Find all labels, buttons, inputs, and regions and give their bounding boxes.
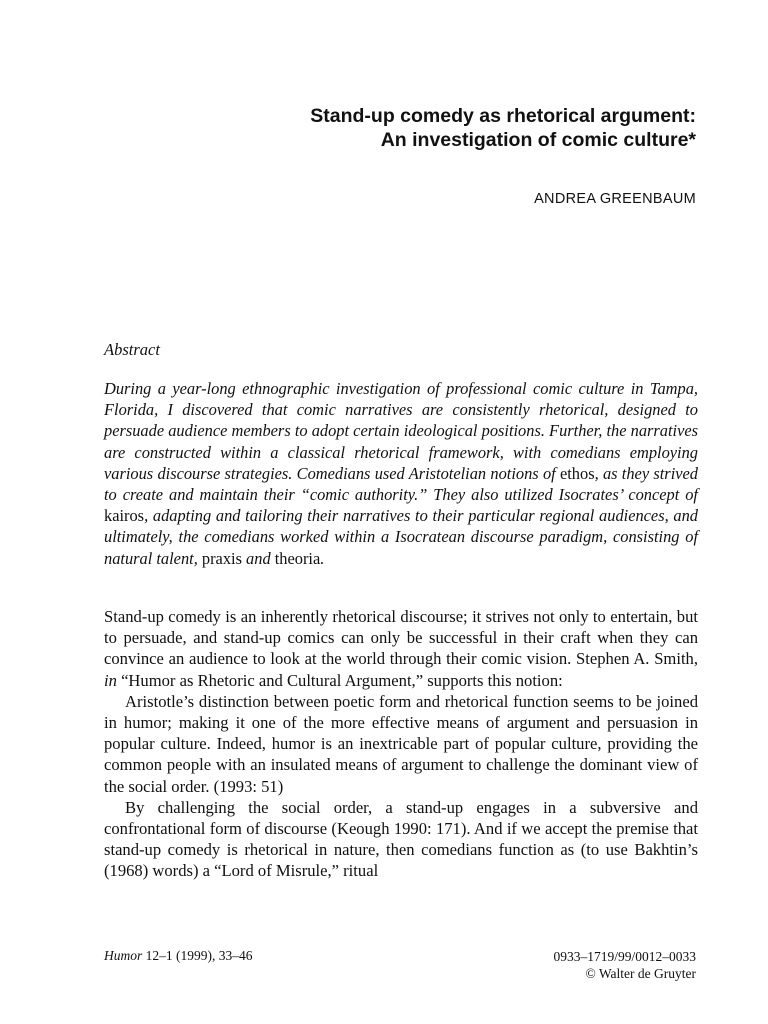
issn-code: 0933–1719/99/0012–0033 — [553, 949, 696, 964]
article-title — [136, 104, 696, 152]
body-paragraph-1-in: in — [104, 670, 117, 690]
abstract-part-1: During a year-long ethnographic investigation of professional comic culture in Tampa, Florida, I discovered that comic narratives are consistently rhetorical, designed to persuade audience members to adopt certain ideological positions. Further, the narratives are constructed within a classical rhetorical framework, with comedians employing various discourse strategies. Comedians used Aristotelian notions of — [104, 379, 698, 483]
abstract-part-5: . — [320, 548, 325, 568]
abstract-part-4: and — [241, 548, 275, 568]
journal-volume: 12–1 (1999), 33–46 — [142, 948, 253, 963]
body-text — [104, 606, 698, 882]
abstract-term-praxis: praxis — [201, 548, 242, 568]
body-paragraph-1-a: Stand-up comedy is an inherently rhetorical discourse; it strives not only to entertain, but to persuade, and stand-up comics can only be successful in their craft when they can convince an audience to look at the world through their comic vision. Stephen A. Smith, — [104, 607, 698, 669]
block-quote: Aristotle’s distinction between poetic form and rhetorical function seems to be joined in humor; making it one of the more effective means of argument and persuasion in popular culture. Indeed, humor is an inextricable part of popular culture, providing the common people with an insulated means of argument to challenge the dominant view of the social order. (1993: 51) — [104, 691, 698, 796]
body-paragraph-1 — [104, 606, 698, 691]
abstract-part-3: , adapting and tailoring their narratives to their particular regional audiences, and ultimately, the comedians worked within a Isocratean discourse paradigm, consisting of natural talent, — [104, 506, 698, 568]
title-line-1: Stand-up comedy as rhetorical argument: — [310, 105, 696, 127]
title-line-2: An investigation of comic culture* — [380, 129, 696, 151]
abstract-heading: Abstract — [104, 340, 160, 359]
journal-name: Humor — [104, 948, 143, 963]
abstract-term-theoria: theoria — [274, 548, 321, 568]
body-paragraph-1-b: “Humor as Rhetoric and Cultural Argument,” supports this notion: — [116, 670, 563, 690]
journal-citation — [104, 948, 253, 964]
body-paragraph-2: By challenging the social order, a stand-up engages in a subversive and confrontational form of discourse (Keough 1990: 171). And if we accept the premise that stand-up comedy is rhetorical in nature, then comedians function as (to use Bakhtin’s (1968) words) a “Lord of Misrule,” ritual — [104, 797, 698, 881]
abstract-part-2: , as they strived to create and maintain their “comic authority.” They also utilized Isocrates’ concept of — [104, 463, 698, 505]
author-name: ANDREA GREENBAUM — [534, 191, 696, 207]
abstract-term-ethos: ethos — [559, 463, 595, 483]
abstract-text — [104, 378, 698, 569]
abstract-term-kairos: kairos — [104, 506, 145, 526]
publisher-info — [553, 948, 696, 982]
publisher-copyright: © Walter de Gruyter — [585, 966, 696, 981]
